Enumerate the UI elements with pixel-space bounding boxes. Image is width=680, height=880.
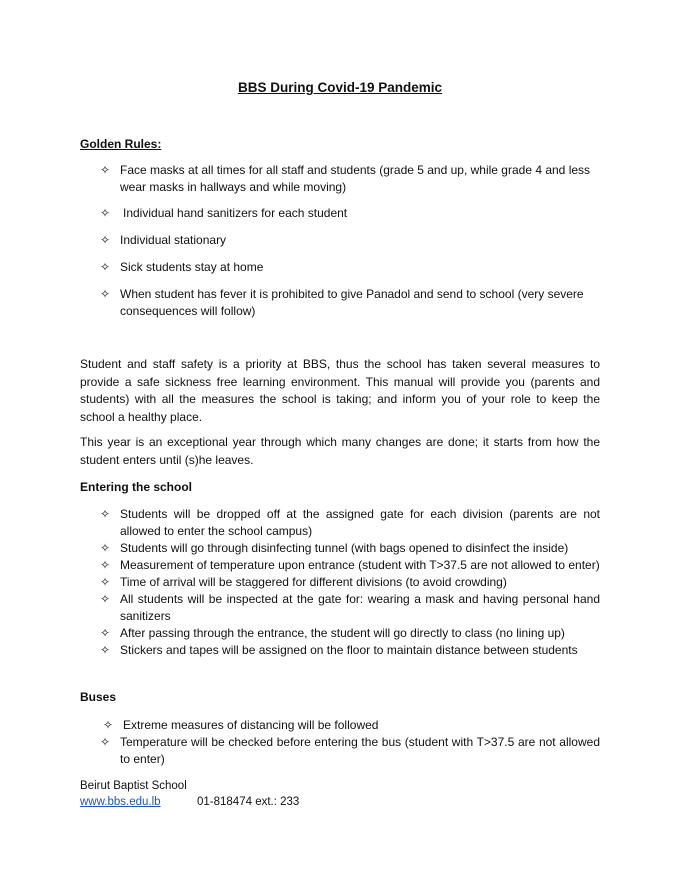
entering-school-heading: Entering the school xyxy=(80,480,193,494)
entering-school-list xyxy=(100,506,600,659)
sparkle-bullet-icon: ✧ xyxy=(100,233,111,247)
list-item: ✧ Temperature will be checked before entering the bus (student with T>37.5 are not allowed to enter) xyxy=(100,735,600,766)
page-title: BBS During Covid-19 Pandemic xyxy=(237,80,443,95)
buses-heading: Buses xyxy=(80,690,117,704)
footer-school-name: Beirut Baptist School xyxy=(80,780,187,792)
sparkle-bullet-icon: ✧ xyxy=(100,260,111,274)
sparkle-bullet-icon: ✧ xyxy=(100,541,111,555)
sparkle-bullet-icon: ✧ xyxy=(100,163,111,177)
intro-paragraph-1: Student and staff safety is a priority at BBS, thus the school has taken several measures to provide a safe sickness free learning environment. This manual will provide you (parents and students) with all the measures the school is taking; and inform you of your role to keep the school a healthy place. xyxy=(80,357,600,424)
list-item: ✧ Measurement of temperature upon entrance (student with T>37.5 are not allowed to enter) xyxy=(100,558,600,572)
list-item: ✧ When student has fever it is prohibited to give Panadol and send to school (very severe consequences will follow) xyxy=(100,287,584,318)
list-item: ✧ Time of arrival will be staggered for different divisions (to avoid crowding) xyxy=(100,575,507,589)
list-item: ✧ Individual hand sanitizers for each student xyxy=(100,206,348,220)
list-item: ✧ Face masks at all times for all staff and students (grade 5 and up, while grade 4 and less wear masks in hallways and while moving) xyxy=(100,163,591,194)
golden-rules-heading: Golden Rules: xyxy=(80,137,162,151)
sparkle-bullet-icon: ✧ xyxy=(100,592,111,606)
list-item: ✧ Sick students stay at home xyxy=(100,260,264,274)
sparkle-bullet-icon: ✧ xyxy=(103,718,114,732)
list-item: ✧ Stickers and tapes will be assigned on the floor to maintain distance between students xyxy=(100,643,578,657)
list-item: ✧ After passing through the entrance, the student will go directly to class (no lining up) xyxy=(100,626,565,640)
footer-website-link[interactable]: www.bbs.edu.lb xyxy=(80,796,161,808)
sparkle-bullet-icon: ✧ xyxy=(100,507,111,521)
sparkle-bullet-icon: ✧ xyxy=(100,558,111,572)
list-item: ✧ Individual stationary xyxy=(100,233,227,247)
list-item: ✧ Extreme measures of distancing will be followed xyxy=(103,718,379,732)
list-item: ✧ Students will be dropped off at the assigned gate for each division (parents are not allowed to enter the school campus) xyxy=(100,507,600,538)
golden-rules-list-items xyxy=(100,162,600,320)
sparkle-bullet-icon: ✧ xyxy=(100,206,111,220)
buses-list xyxy=(100,717,600,768)
sparkle-bullet-icon: ✧ xyxy=(100,626,111,640)
list-item: ✧ Students will go through disinfecting tunnel (with bags opened to disinfect the inside) xyxy=(100,541,569,555)
sparkle-bullet-icon: ✧ xyxy=(100,643,111,657)
intro-paragraph-2: This year is an exceptional year through which many changes are done; it starts from how the student enters until (s)he leaves. xyxy=(80,435,600,467)
footer-phone: 01-818474 ext.: 233 xyxy=(197,796,300,808)
list-item: ✧ All students will be inspected at the gate for: wearing a mask and having personal hand sanitizers xyxy=(100,592,600,623)
sparkle-bullet-icon: ✧ xyxy=(100,575,111,589)
sparkle-bullet-icon: ✧ xyxy=(100,287,111,301)
sparkle-bullet-icon: ✧ xyxy=(100,735,111,749)
